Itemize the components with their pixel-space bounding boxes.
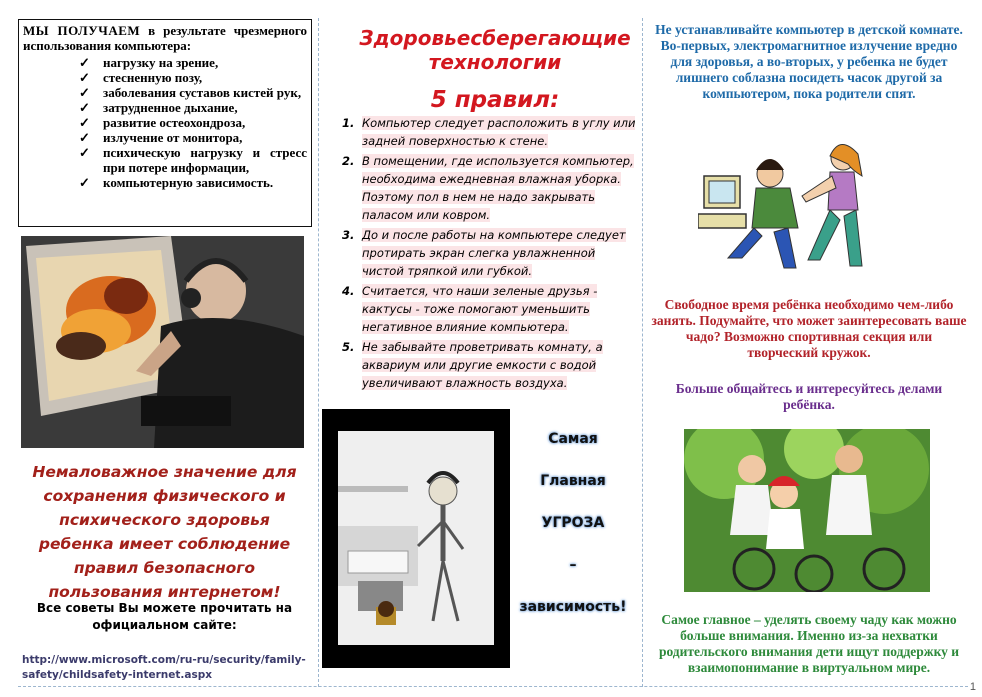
list-item: ✓ психическую нагрузку и стресс при потере информации, [79, 145, 307, 175]
list-item: ✓ излучение от монитора, [79, 130, 243, 145]
consequences-list [23, 55, 307, 190]
rule-item: 5. Не забывайте проветривать комнату, а аквариум или другие емкости с водой увеличивают влажность воздуха. [342, 340, 603, 390]
rule-item: 4. Считается, что наши зеленые друзья - кактусы - тоже помогают уменьшить негативное влияние компьютера. [342, 284, 598, 334]
list-item: ✓ развитие остеохондроза, [79, 115, 246, 130]
computer-placement-advice: Не устанавливайте компьютер в детской комнате. Во-первых, электромагнитное излучение вредно для здоровья, а во-вторых, у ребенка не будет лишнего соблазна посидеть часок другой за компьютером, пока родители спят. [655, 22, 963, 101]
check-icon: ✓ [79, 175, 90, 190]
free-time-advice: Свободное время ребёнка необходимо чем-либо занять. Подумайте, что может заинтересовать ваше чадо? Возможно спортивная секция или творческий кружок. [651, 297, 967, 360]
page-number: 1 [969, 681, 976, 693]
list-item: ✓ компьютерную зависимость. [79, 175, 274, 190]
skeleton-at-computer-image [338, 431, 494, 645]
page-title: Здоровьесберегающие технологии [359, 26, 631, 74]
attention-advice: Самое главное – уделять своему чаду как можно больше внимания. Именно из-за нехватки родительского внимания дети ищут поддержку и взаимопонимание в виртуальном мире. [658, 612, 960, 675]
consequences-intro: МЫ ПОЛУЧАЕМ в результате чрезмерного использования компьютера: [23, 23, 308, 53]
gamer-photo [21, 236, 304, 448]
rules-heading: 5 правил: [430, 87, 560, 113]
rule-item: 3. До и после работы на компьютере следует протирать экран слегка увлажненной чистой тряпкой или губкой. [342, 228, 626, 278]
rule-item: 2. В помещении, где используется компьютер, необходима ежедневная влажная уборка. Поэтому пол в нем не надо закрывать паласом или ковром. [342, 154, 634, 222]
communication-advice: Больше общайтесь и интересуйтесь делами ребёнка. [675, 381, 943, 412]
rules-list [338, 114, 636, 394]
check-icon: ✓ [79, 70, 90, 85]
divider-middle-right [642, 18, 643, 687]
rule-item: 1. Компьютер следует расположить в углу или задней поверхностью к стене. [342, 116, 636, 148]
check-icon: ✓ [79, 100, 90, 115]
divider-left-middle [318, 18, 319, 687]
bottom-border [18, 686, 968, 687]
official-site-link[interactable]: http://www.microsoft.com/ru-ru/security/family-safety/childsafety-internet.aspx [22, 654, 306, 681]
check-icon: ✓ [79, 145, 90, 160]
list-item: ✓ стесненную позу, [79, 70, 203, 85]
check-icon: ✓ [79, 55, 90, 70]
check-icon: ✓ [79, 85, 90, 100]
main-threat-text: Самая Главная УГРОЗА – зависимость! [519, 431, 627, 615]
list-item: ✓ нагрузку на зрение, [79, 55, 219, 70]
list-item: ✓ заболевания суставов кистей рук, [79, 85, 302, 100]
check-icon: ✓ [79, 115, 90, 130]
check-icon: ✓ [79, 130, 90, 145]
family-cycling-photo [684, 429, 930, 592]
consequences-box [18, 19, 312, 227]
skeleton-photo-frame [322, 409, 510, 668]
list-item: ✓ затрудненное дыхание, [79, 100, 238, 115]
children-clipart [698, 136, 878, 282]
safety-importance-text: Немаловажное значение для сохранения физического и психического здоровья ребенка имеет соблюдение правил безопасного пользования интернетом! [32, 463, 297, 601]
advice-text: Все советы Вы можете прочитать на официальном сайте: [36, 601, 293, 632]
